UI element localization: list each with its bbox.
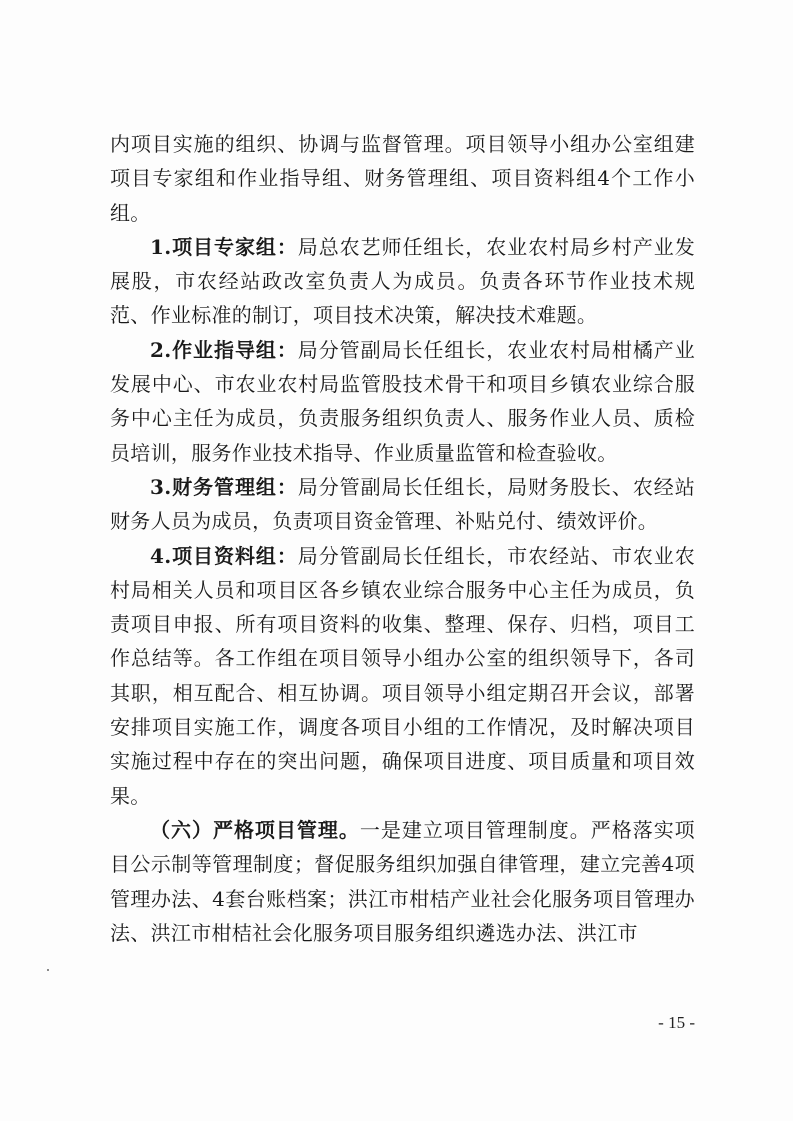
paragraph-heading: 4.项目资料组： bbox=[150, 543, 298, 568]
paragraph-text: 局总农艺师任组长，农业农村局乡村产业发展股，市农经站政改室负责人为成员。负责各环节作业技术规范、作业标准的制订，项目技术决策，解决技术难题。 bbox=[110, 234, 695, 328]
paragraph-text: 一是建立项目管理制度。严格落实项目公示制等管理制度；督促服务组织加强自律管理，建立完善4项管理办法、4套台账档案；洪江市柑桔产业社会化服务项目管理办法、洪江市柑桔社会化服务项目服务组织遴选办法、洪江市 bbox=[110, 817, 695, 945]
body-text bbox=[110, 127, 695, 950]
paragraph-continuation bbox=[110, 127, 695, 230]
paragraph-text: 局分管副局长任组长，市农经站、市农业农村局相关人员和项目区各乡镇农业综合服务中心主任为成员，负责项目申报、所有项目资料的收集、整理、保存、归档，项目工作总结等。各工作组在项目领导小组办公室的组织领导下，各司其职，相互配合、相互协调。项目领导小组定期召开会议，部署安排项目实施工作，调度各项目小组的工作情况，及时解决项目实施过程中存在的突出问题，确保项目进度、项目质量和项目效果。 bbox=[110, 543, 695, 808]
paragraph-heading: （六）严格项目管理。 bbox=[150, 817, 360, 842]
paragraph-finance-group bbox=[110, 470, 695, 539]
paragraph-guidance-group bbox=[110, 333, 695, 470]
page-number: - 15 - bbox=[658, 1013, 695, 1032]
paragraph-expert-group bbox=[110, 230, 695, 333]
paragraph-text: 内项目实施的组织、协调与监督管理。项目领导小组办公室组建项目专家组和作业指导组、财务管理组、项目资料组4个工作小组。 bbox=[110, 132, 695, 225]
paragraph-text: 局分管副局长任组长，农业农村局柑橘产业发展中心、市农业农村局监管股技术骨干和项目乡镇农业综合服务中心主任为成员，负责服务组织负责人、服务作业人员、质检员培训，服务作业技术指导、作业质量监管和检查验收。 bbox=[110, 337, 695, 465]
scan-artifact-dot bbox=[47, 969, 49, 971]
paragraph-records-group bbox=[110, 539, 695, 813]
paragraph-heading: 2.作业指导组： bbox=[150, 337, 298, 362]
paragraph-text: 局分管副局长任组长，局财务股长、农经站财务人员为成员，负责项目资金管理、补贴兑付、绩效评价。 bbox=[110, 474, 695, 534]
paragraph-heading: 1.项目专家组： bbox=[150, 234, 298, 259]
paragraph-project-management bbox=[110, 813, 695, 950]
paragraph-heading: 3.财务管理组： bbox=[150, 474, 298, 499]
